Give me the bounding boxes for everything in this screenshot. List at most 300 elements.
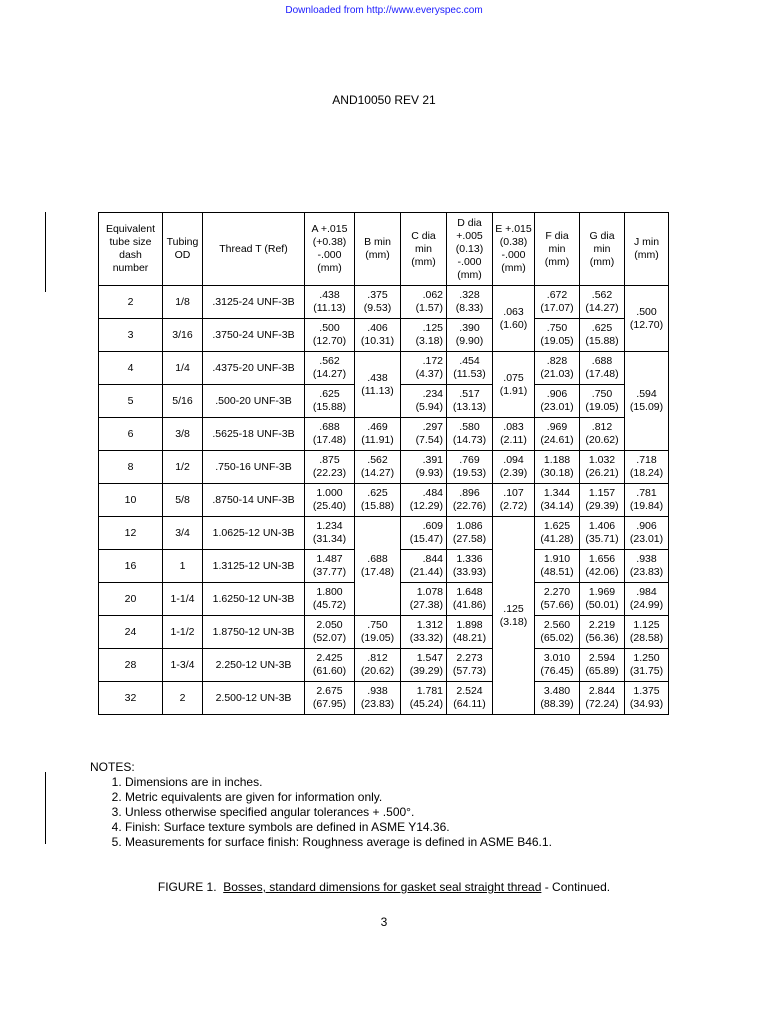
dash-cell: 8 — [99, 451, 163, 484]
od-cell: 1/4 — [163, 352, 203, 385]
d-mm: (27.58) — [452, 533, 487, 545]
e-mm: (3.18) — [499, 615, 528, 628]
document-id: AND10050 REV 21 — [332, 93, 436, 107]
a-mm: (15.88) — [312, 401, 347, 413]
c-mm: (27.38) — [409, 599, 443, 611]
d-cell — [447, 550, 493, 583]
g-cell — [580, 451, 625, 484]
j-value: .594 — [636, 388, 657, 400]
c-value: .609 — [422, 520, 443, 532]
d-value: 1.086 — [456, 520, 483, 532]
od-cell: 1/8 — [163, 286, 203, 319]
e-mm: (1.91) — [499, 384, 528, 397]
g-value: .625 — [591, 322, 613, 334]
d-mm: (57.73) — [452, 665, 487, 677]
e-value: .107 — [503, 487, 524, 499]
d-value: .517 — [459, 388, 480, 400]
f-mm: (57.66) — [540, 599, 574, 611]
caption-prefix: FIGURE 1. — [157, 880, 224, 894]
c-value: 1.312 — [416, 619, 443, 631]
j-cell — [625, 682, 669, 715]
d-cell — [447, 286, 493, 319]
b-value: .562 — [367, 454, 388, 466]
j-value: .781 — [636, 487, 657, 499]
e-mm: (2.11) — [500, 434, 527, 446]
a-mm: (14.27) — [312, 368, 347, 380]
header-thread: Thread T (Ref) — [203, 213, 305, 286]
header-tubing-od: Tubing OD — [163, 213, 203, 286]
c-value: 1.547 — [416, 652, 443, 664]
g-cell — [580, 286, 625, 319]
f-cell — [535, 451, 580, 484]
b-mm: (11.91) — [361, 434, 394, 446]
change-bar — [45, 772, 46, 844]
f-value: .906 — [546, 388, 568, 400]
thread-cell: 1.0625-12 UN-3B — [203, 517, 305, 550]
f-mm: (41.28) — [540, 533, 574, 545]
j-mm: (34.93) — [629, 698, 664, 710]
c-mm: (4.37) — [415, 368, 443, 380]
a-cell — [305, 352, 355, 385]
a-cell — [305, 319, 355, 352]
c-cell — [401, 319, 447, 352]
f-value: .828 — [546, 355, 568, 367]
g-cell — [580, 418, 625, 451]
a-value: .438 — [319, 289, 340, 301]
e-value: .075 — [503, 371, 524, 384]
c-mm: (45.24) — [409, 698, 443, 710]
c-cell — [401, 517, 447, 550]
thread-cell: 2.500-12 UN-3B — [203, 682, 305, 715]
f-cell — [535, 517, 580, 550]
g-cell — [580, 319, 625, 352]
b-cell — [355, 451, 401, 484]
thread-cell: 1.6250-12 UN-3B — [203, 583, 305, 616]
d-value: .454 — [459, 355, 480, 367]
header-g: G dia min (mm) — [580, 213, 625, 286]
e-mm: (2.39) — [499, 467, 528, 479]
thread-cell: .4375-20 UNF-3B — [203, 352, 305, 385]
a-cell — [305, 682, 355, 715]
j-value: .718 — [636, 454, 657, 466]
c-value: 1.781 — [416, 685, 443, 697]
header-b: B min (mm) — [355, 213, 401, 286]
header-f: F dia min (mm) — [535, 213, 580, 286]
j-cell-merged — [625, 352, 669, 451]
c-cell — [401, 451, 447, 484]
j-cell — [625, 550, 669, 583]
g-value: 1.656 — [588, 553, 616, 565]
dash-cell: 3 — [99, 319, 163, 352]
a-cell — [305, 616, 355, 649]
f-cell — [535, 418, 580, 451]
page-number: 3 — [380, 915, 388, 929]
od-cell: 1-1/4 — [163, 583, 203, 616]
d-cell — [447, 418, 493, 451]
header-d: D dia +.005 (0.13) -.000 (mm) — [447, 213, 493, 286]
table-row — [99, 451, 669, 484]
table-row — [99, 352, 669, 385]
d-value: .390 — [459, 322, 480, 334]
table-row — [99, 649, 669, 682]
a-value: .688 — [319, 421, 340, 433]
g-cell — [580, 484, 625, 517]
f-value: 2.270 — [543, 586, 571, 598]
od-cell: 3/4 — [163, 517, 203, 550]
j-cell — [625, 484, 669, 517]
d-mm: (14.73) — [452, 434, 487, 446]
b-value: .375 — [367, 289, 388, 301]
f-value: 1.344 — [543, 487, 571, 499]
d-value: 1.336 — [456, 553, 483, 565]
f-mm: (17.07) — [540, 302, 574, 314]
a-value: 2.050 — [316, 619, 343, 631]
c-cell — [401, 352, 447, 385]
f-cell — [535, 352, 580, 385]
dimensions-table — [98, 212, 669, 715]
j-value: .938 — [636, 553, 657, 565]
a-cell — [305, 550, 355, 583]
notes-section — [90, 760, 552, 850]
g-mm: (50.01) — [585, 599, 619, 611]
g-value: .688 — [591, 355, 613, 367]
f-mm: (21.03) — [540, 368, 574, 380]
table-header-row — [99, 213, 669, 286]
g-value: 2.219 — [588, 619, 616, 631]
thread-cell: .5625-18 UNF-3B — [203, 418, 305, 451]
a-cell — [305, 385, 355, 418]
dash-cell: 10 — [99, 484, 163, 517]
a-mm: (22.23) — [312, 467, 347, 479]
c-value: .172 — [422, 355, 443, 367]
od-cell: 1/2 — [163, 451, 203, 484]
a-mm: (52.07) — [312, 632, 347, 644]
b-value: .406 — [367, 322, 388, 334]
c-mm: (9.93) — [415, 467, 443, 479]
j-mm: (24.99) — [629, 599, 664, 611]
d-cell — [447, 319, 493, 352]
j-mm: (31.75) — [629, 665, 664, 677]
d-mm: (64.11) — [453, 698, 486, 710]
g-cell — [580, 649, 625, 682]
a-cell — [305, 484, 355, 517]
d-mm: (48.21) — [452, 632, 487, 644]
a-mm: (67.95) — [312, 698, 347, 710]
g-value: .562 — [591, 289, 613, 301]
b-mm: (17.48) — [360, 566, 395, 578]
d-value: .328 — [459, 289, 480, 301]
g-cell — [580, 385, 625, 418]
b-cell — [355, 682, 401, 715]
b-mm: (15.88) — [360, 500, 395, 512]
change-bar — [45, 212, 46, 292]
thread-cell: 1.8750-12 UN-3B — [203, 616, 305, 649]
c-cell — [401, 550, 447, 583]
d-value: .896 — [459, 487, 480, 499]
a-mm: (45.72) — [312, 599, 347, 611]
j-cell — [625, 583, 669, 616]
d-cell — [447, 583, 493, 616]
b-value: .625 — [367, 487, 388, 499]
table-row — [99, 484, 669, 517]
j-mm: (23.01) — [629, 533, 664, 545]
f-cell — [535, 682, 580, 715]
e-cell-merged — [493, 517, 535, 715]
b-mm: (11.13) — [361, 384, 394, 397]
g-mm: (35.71) — [585, 533, 619, 545]
a-mm: (25.40) — [312, 500, 347, 512]
f-mm: (88.39) — [540, 698, 574, 710]
g-mm: (26.21) — [585, 467, 619, 479]
c-mm: (39.29) — [409, 665, 443, 677]
d-cell — [447, 649, 493, 682]
c-mm: (3.18) — [415, 335, 443, 347]
a-value: .500 — [319, 322, 340, 334]
e-value: .125 — [503, 602, 524, 615]
b-cell — [355, 319, 401, 352]
a-mm: (12.70) — [312, 335, 347, 347]
f-value: 2.560 — [543, 619, 571, 631]
b-cell — [355, 286, 401, 319]
d-mm: (19.53) — [452, 467, 487, 479]
d-mm: (13.13) — [452, 401, 487, 413]
c-mm: (12.29) — [409, 500, 443, 512]
j-value: .906 — [636, 520, 657, 532]
g-mm: (15.88) — [585, 335, 619, 347]
g-mm: (29.39) — [585, 500, 619, 512]
download-link[interactable]: Downloaded from http://www.everyspec.com — [285, 5, 483, 16]
g-cell — [580, 352, 625, 385]
g-value: .750 — [591, 388, 613, 400]
b-value: .438 — [367, 371, 388, 384]
dash-cell: 2 — [99, 286, 163, 319]
header-dash-number: Equivalent tube size dash number — [99, 213, 163, 286]
e-cell-merged — [493, 352, 535, 418]
c-cell — [401, 682, 447, 715]
c-value: .234 — [422, 388, 443, 400]
e-cell — [493, 484, 535, 517]
header-e: E +.015 (0.38) -.000 (mm) — [493, 213, 535, 286]
thread-cell: .750-16 UNF-3B — [203, 451, 305, 484]
b-cell-merged — [355, 352, 401, 418]
a-value: 1.800 — [316, 586, 343, 598]
d-value: .580 — [459, 421, 480, 433]
b-cell-merged — [355, 517, 401, 616]
j-mm: (12.70) — [629, 318, 664, 331]
od-cell: 1-1/2 — [163, 616, 203, 649]
f-mm: (23.01) — [540, 401, 574, 413]
f-mm: (24.61) — [540, 434, 574, 446]
b-value: .750 — [367, 619, 388, 631]
table-row — [99, 319, 669, 352]
d-mm: (9.90) — [455, 335, 484, 347]
table-row — [99, 682, 669, 715]
dash-cell: 5 — [99, 385, 163, 418]
dash-cell: 28 — [99, 649, 163, 682]
c-mm: (33.32) — [409, 632, 443, 644]
g-mm: (14.27) — [585, 302, 619, 314]
b-mm: (14.27) — [360, 467, 395, 479]
d-cell — [447, 682, 493, 715]
header-c: C dia min (mm) — [401, 213, 447, 286]
a-cell — [305, 517, 355, 550]
j-mm: (19.84) — [629, 500, 664, 512]
f-value: 1.910 — [543, 553, 571, 565]
g-value: 2.844 — [588, 685, 616, 697]
f-cell — [535, 649, 580, 682]
e-value: .063 — [503, 305, 524, 318]
d-mm: (8.33) — [455, 302, 484, 314]
c-value: .844 — [422, 553, 443, 565]
b-value: .688 — [367, 553, 388, 565]
j-value: .500 — [636, 305, 657, 318]
f-cell — [535, 550, 580, 583]
j-mm: (18.24) — [629, 467, 664, 479]
b-cell — [355, 484, 401, 517]
c-cell — [401, 385, 447, 418]
dash-cell: 12 — [99, 517, 163, 550]
g-cell — [580, 583, 625, 616]
od-cell: 1-3/4 — [163, 649, 203, 682]
j-cell — [625, 649, 669, 682]
od-cell: 2 — [163, 682, 203, 715]
g-cell — [580, 682, 625, 715]
j-value: .984 — [636, 586, 657, 598]
j-value: 1.250 — [633, 652, 660, 664]
table-row — [99, 616, 669, 649]
a-value: 1.234 — [316, 520, 343, 532]
c-value: .062 — [422, 289, 443, 301]
c-mm: (5.94) — [415, 401, 443, 413]
g-mm: (17.48) — [585, 368, 619, 380]
b-mm: (10.31) — [360, 335, 395, 347]
dash-cell: 20 — [99, 583, 163, 616]
dash-cell: 32 — [99, 682, 163, 715]
f-cell — [535, 616, 580, 649]
thread-cell: .8750-14 UNF-3B — [203, 484, 305, 517]
note-item: 4. Finish: Surface texture symbols are defined in ASME Y14.36. — [125, 820, 552, 835]
table-row — [99, 286, 669, 319]
f-cell — [535, 484, 580, 517]
d-value: .769 — [459, 454, 480, 466]
g-cell — [580, 616, 625, 649]
d-mm: (22.76) — [452, 500, 487, 512]
f-value: .750 — [546, 322, 568, 334]
a-mm: (31.34) — [312, 533, 347, 545]
a-mm: (11.13) — [313, 302, 346, 314]
j-mm: (15.09) — [629, 401, 664, 413]
c-mm: (15.47) — [409, 533, 443, 545]
j-mm: (28.58) — [629, 632, 664, 644]
g-value: 1.406 — [588, 520, 616, 532]
b-value: .938 — [367, 685, 388, 697]
note-item: 1. Dimensions are in inches. — [125, 775, 552, 790]
c-cell — [401, 484, 447, 517]
f-mm: (65.02) — [540, 632, 574, 644]
caption-title: Bosses, standard dimensions for gasket seal straight thread — [223, 880, 542, 894]
e-cell — [493, 418, 535, 451]
e-value: .094 — [503, 454, 524, 466]
od-cell: 1 — [163, 550, 203, 583]
od-cell: 5/8 — [163, 484, 203, 517]
g-value: 1.032 — [588, 454, 616, 466]
g-value: .812 — [591, 421, 613, 433]
a-cell — [305, 451, 355, 484]
d-value: 1.898 — [456, 619, 483, 631]
f-mm: (48.51) — [540, 566, 574, 578]
f-mm: (19.05) — [540, 335, 574, 347]
dash-cell: 4 — [99, 352, 163, 385]
g-value: 1.157 — [588, 487, 616, 499]
notes-title: NOTES: — [90, 760, 135, 774]
od-cell: 3/8 — [163, 418, 203, 451]
g-mm: (56.36) — [585, 632, 619, 644]
g-cell — [580, 550, 625, 583]
a-value: 1.000 — [316, 487, 343, 499]
e-mm: (2.72) — [499, 500, 528, 512]
g-value: 1.969 — [588, 586, 616, 598]
table-row — [99, 517, 669, 550]
b-cell — [355, 616, 401, 649]
a-value: 2.425 — [316, 652, 343, 664]
a-cell — [305, 286, 355, 319]
note-item: 3. Unless otherwise specified angular tolerances + .500°. — [125, 805, 552, 820]
j-cell — [625, 616, 669, 649]
c-cell — [401, 649, 447, 682]
d-mm: (11.53) — [453, 368, 486, 380]
f-value: 1.188 — [543, 454, 571, 466]
f-mm: (34.14) — [540, 500, 574, 512]
e-cell-merged — [493, 286, 535, 352]
a-value: 1.487 — [316, 553, 343, 565]
f-cell — [535, 583, 580, 616]
g-mm: (42.06) — [585, 566, 619, 578]
f-mm: (30.18) — [540, 467, 574, 479]
c-value: .391 — [422, 454, 443, 466]
f-value: .969 — [546, 421, 568, 433]
b-mm: (19.05) — [360, 632, 395, 644]
d-cell — [447, 616, 493, 649]
e-cell — [493, 451, 535, 484]
b-value: .812 — [367, 652, 388, 664]
g-mm: (72.24) — [585, 698, 619, 710]
a-cell — [305, 418, 355, 451]
c-mm: (7.54) — [415, 434, 443, 446]
f-value: 3.480 — [543, 685, 571, 697]
c-cell — [401, 286, 447, 319]
f-cell — [535, 385, 580, 418]
d-cell — [447, 517, 493, 550]
j-mm: (23.83) — [629, 566, 664, 578]
dash-cell: 6 — [99, 418, 163, 451]
b-cell — [355, 418, 401, 451]
j-value: 1.375 — [633, 685, 660, 697]
caption-suffix: - Continued. — [541, 880, 611, 894]
f-mm: (76.45) — [540, 665, 574, 677]
dash-cell: 24 — [99, 616, 163, 649]
j-value: 1.125 — [633, 619, 660, 631]
thread-cell: 2.250-12 UN-3B — [203, 649, 305, 682]
b-mm: (20.62) — [360, 665, 395, 677]
a-cell — [305, 649, 355, 682]
f-cell — [535, 286, 580, 319]
d-cell — [447, 385, 493, 418]
j-cell — [625, 451, 669, 484]
a-mm: (37.77) — [312, 566, 347, 578]
d-value: 1.648 — [456, 586, 483, 598]
note-item: 2. Metric equivalents are given for information only. — [125, 790, 552, 805]
a-value: .625 — [319, 388, 340, 400]
